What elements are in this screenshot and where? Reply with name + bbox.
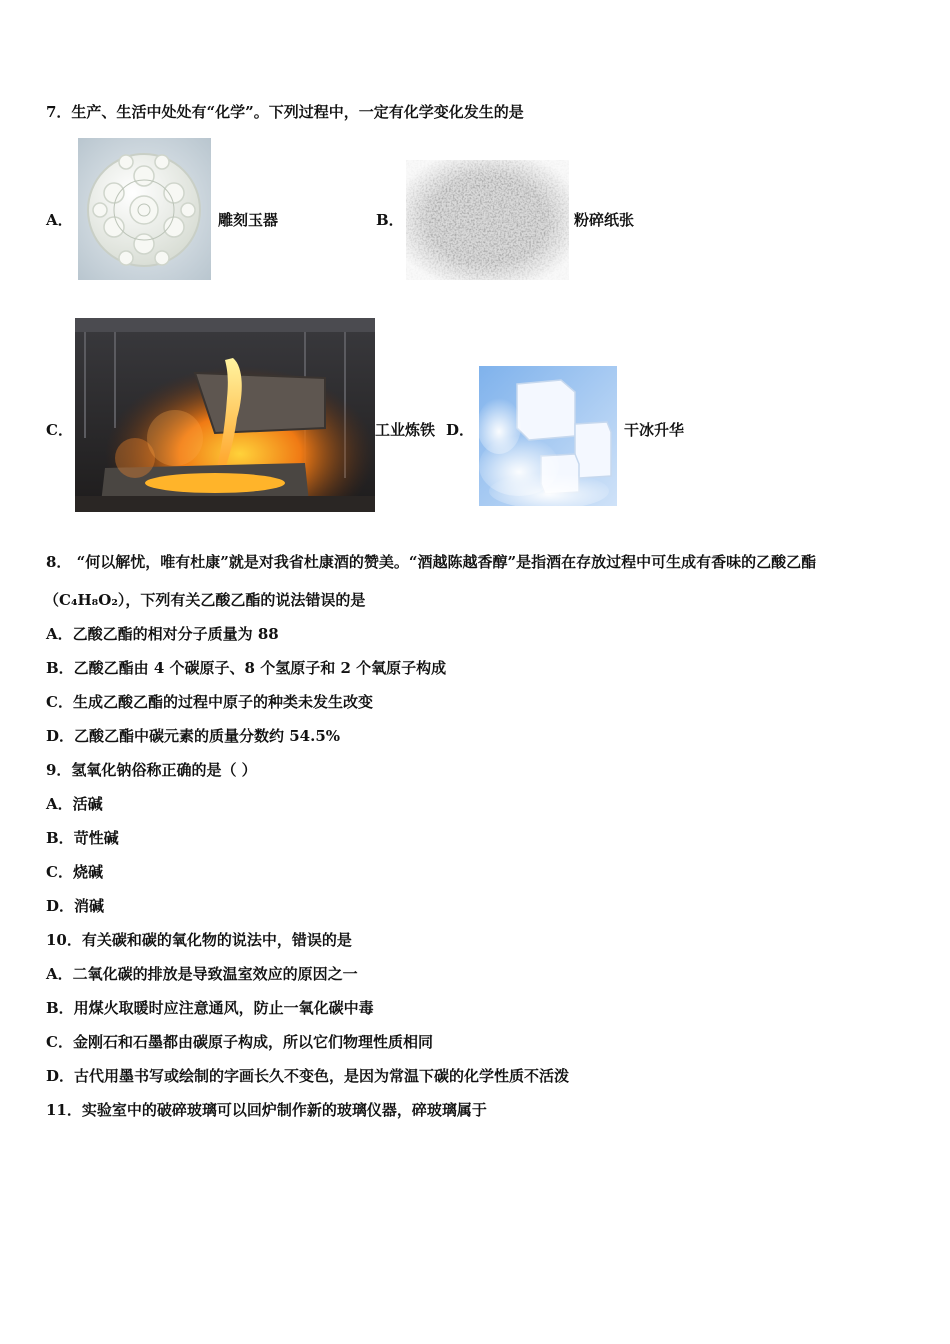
jade-carving-image [78,138,211,280]
q10-option-a: A．二氧化碳的排放是导致温室效应的原因之一 [46,965,358,983]
q9-option-a: A．活碱 [46,795,103,813]
q7-option-c-text: 工业炼铁 [375,421,436,439]
q7-option-d-letter: D． [446,421,475,439]
q8-option-a: A．乙酸乙酯的相对分子质量为 88 [46,625,279,643]
q9-option-c: C．烧碱 [46,863,103,881]
q8-option-b: B．乙酸乙酯由 4 个碳原子、8 个氢原子和 2 个氧原子构成 [46,659,447,677]
dry-ice-image [479,366,617,506]
question-8-stem-line2: （C₄H₈O₂），下列有关乙酸乙酯的说法错误的是 [44,591,366,609]
q7-option-a-letter: A． [46,211,73,229]
iron-smelting-image [75,318,375,512]
q7-option-c-letter: C． [46,421,73,439]
q9-option-d: D．消碱 [46,897,105,915]
question-11-stem: 11．实验室中的破碎玻璃可以回炉制作新的玻璃仪器，碎玻璃属于 [46,1101,487,1119]
q7-option-b-text: 粉碎纸张 [574,211,635,229]
question-10-stem: 10．有关碳和碳的氧化物的说法中，错误的是 [46,931,352,949]
question-7-stem: 7．生产、生活中处处有“化学”。下列过程中，一定有化学变化发生的是 [46,103,524,121]
q7-option-d-text: 干冰升华 [624,421,685,439]
q8-option-c: C．生成乙酸乙酯的过程中原子的种类未发生改变 [46,693,373,711]
q7-option-a-text: 雕刻玉器 [218,211,279,229]
q7-option-b-letter: B． [376,211,404,229]
q10-option-d: D．古代用墨书写或绘制的字画长久不变色，是因为常温下碳的化学性质不活泼 [46,1067,570,1085]
q8-option-d: D．乙酸乙酯中碳元素的质量分数约 54.5% [46,727,341,745]
shredded-paper-image [406,160,569,280]
question-8-stem-line1: 8． “何以解忧，唯有杜康”就是对我省杜康酒的赞美。“酒越陈越香醇”是指酒在存放过程中可生成有香味的乙酸乙酯 [46,553,817,571]
q10-option-b: B．用煤火取暖时应注意通风，防止一氧化碳中毒 [46,999,374,1017]
q10-option-c: C．金刚石和石墨都由碳原子构成，所以它们物理性质相同 [46,1033,433,1051]
question-9-stem: 9．氢氧化钠俗称正确的是（ ） [46,761,257,779]
q9-option-b: B．苛性碱 [46,829,119,847]
